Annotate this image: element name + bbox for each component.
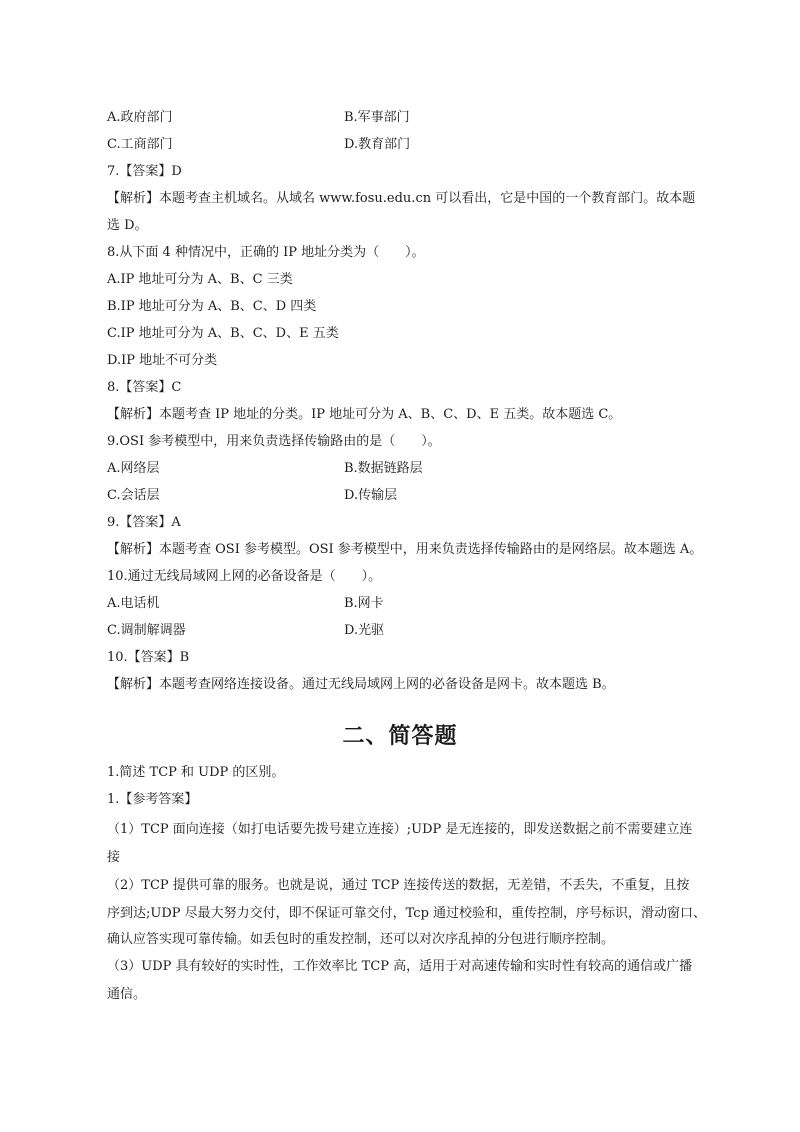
q9-analysis: 【解析】本题考查 OSI 参考模型。OSI 参考模型中，用来负责选择传输路由的是网络层。故本题选 A。 — [107, 542, 703, 557]
q9-option-a: A.网络层 — [107, 461, 160, 476]
q9-option-b: B.数据链路层 — [344, 461, 423, 476]
q10-option-d: D.光驱 — [344, 623, 385, 638]
q6-option-a: A.政府部门 — [107, 110, 173, 125]
q7-answer: 7.【答案】D — [107, 164, 182, 179]
sa1-point-2-line-3: 确认应答实现可靠传输。如丢包时的重发控制，还可以对次序乱掉的分包进行顺序控制。 — [107, 932, 615, 947]
q7-analysis-line-2: 选 D。 — [107, 218, 148, 233]
sa1-point-1-line-2: 接 — [107, 850, 121, 865]
q9-option-d: D.传输层 — [344, 488, 398, 503]
q10-answer: 10.【答案】B — [107, 650, 190, 665]
sa1-point-3-line-2: 通信。 — [107, 987, 147, 1002]
sa1-stem: 1.简述 TCP 和 UDP 的区别。 — [107, 765, 285, 780]
q10-analysis: 【解析】本题考查网络连接设备。通过无线局域网上网的必备设备是网卡。故本题选 B。 — [107, 677, 615, 692]
q8-analysis: 【解析】本题考查 IP 地址的分类。IP 地址可分为 A、B、C、D、E 五类。故本题选 C。 — [107, 407, 622, 422]
sa1-point-2-line-2: 序到达;UDP 尽最大努力交付，即不保证可靠交付，Tcp 通过校验和，重传控制，序号标识，滑动窗口、 — [107, 906, 707, 921]
q7-analysis-line-1: 【解析】本题考查主机域名。从域名 www.fosu.edu.cn 可以看出，它是中国的一个教育部门。故本题 — [107, 191, 696, 206]
q8-answer: 8.【答案】C — [107, 380, 182, 395]
sa1-point-1-line-1: （1）TCP 面向连接（如打电话要先拨号建立连接）;UDP 是无连接的，即发送数据之前不需要建立连 — [107, 822, 693, 837]
section-heading: 二、简答题 — [342, 724, 458, 749]
q8-option-c: C.IP 地址可分为 A、B、C、D、E 五类 — [107, 326, 339, 341]
sa1-answer-label: 1.【参考答案】 — [107, 792, 198, 807]
q8-option-a: A.IP 地址可分为 A、B、C 三类 — [107, 272, 293, 287]
q6-option-d: D.教育部门 — [344, 137, 411, 152]
sa1-point-2-line-1: （2）TCP 提供可靠的服务。也就是说，通过 TCP 连接传送的数据，无差错，不丢失，不重复，且按 — [107, 878, 690, 893]
q10-option-a: A.电话机 — [107, 596, 160, 611]
q10-option-b: B.网卡 — [344, 596, 384, 611]
q10-option-c: C.调制解调器 — [107, 623, 186, 638]
q6-option-c: C.工商部门 — [107, 137, 173, 152]
sa1-point-3-line-1: （3）UDP 具有较好的实时性，工作效率比 TCP 高，适用于对高速传输和实时性有较高的通信或广播 — [107, 959, 693, 974]
q8-option-b: B.IP 地址可分为 A、B、C、D 四类 — [107, 299, 317, 314]
q9-option-c: C.会话层 — [107, 488, 160, 503]
q6-option-b: B.军事部门 — [344, 110, 410, 125]
q10-stem: 10.通过无线局域网上网的必备设备是（ ）。 — [107, 569, 382, 584]
q9-stem: 9.OSI 参考模型中，用来负责选择传输路由的是（ ）。 — [107, 434, 441, 449]
q8-option-d: D.IP 地址不可分类 — [107, 353, 218, 368]
q9-answer: 9.【答案】A — [107, 515, 181, 530]
q8-stem: 8.从下面 4 种情况中，正确的 IP 地址分类为（ ）。 — [107, 245, 425, 260]
